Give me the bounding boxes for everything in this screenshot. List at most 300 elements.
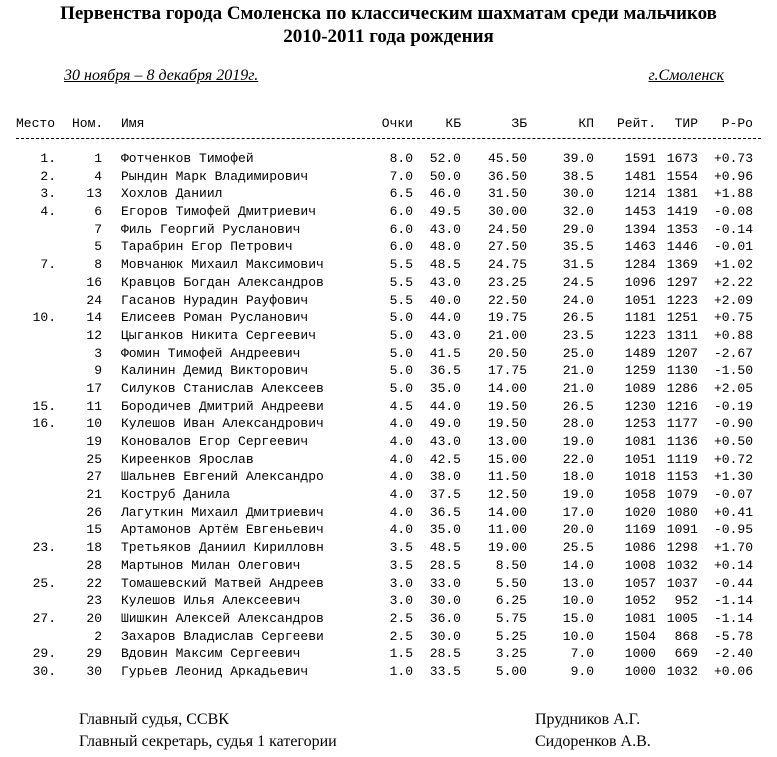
cell-rating: 1096 [624, 274, 656, 290]
cell-zb: 14.00 [487, 380, 527, 396]
col-header-rating: Рейт. [616, 116, 656, 131]
cell-kb: 49.5 [429, 204, 461, 220]
cell-kp: 31.5 [562, 257, 594, 273]
cell-kb: 35.0 [429, 522, 461, 538]
table-row [0, 592, 777, 610]
cell-kp: 21.0 [562, 380, 594, 396]
cell-place: 27. [32, 610, 56, 626]
cell-zb: 19.75 [487, 310, 527, 326]
cell-tir: 1119 [666, 451, 698, 467]
cell-kp: 23.5 [562, 327, 594, 343]
cell-rating-change: -0.01 [713, 239, 753, 255]
cell-points: 4.0 [389, 451, 413, 467]
cell-name: Силуков Станислав Алексеев [121, 380, 324, 396]
cell-kp: 19.0 [562, 487, 594, 503]
cell-rating: 1081 [624, 434, 656, 449]
cell-rating-change: +0.96 [713, 168, 753, 184]
cell-number: 12 [86, 327, 102, 343]
cell-number: 28 [86, 557, 102, 573]
cell-tir: 1554 [666, 168, 698, 184]
cell-name: Елисеев Роман Русланович [121, 310, 309, 326]
cell-rating: 1020 [624, 504, 656, 520]
cell-number: 25 [86, 451, 102, 467]
table-row [0, 292, 777, 310]
cell-number: 30 [86, 663, 102, 679]
cell-zb: 14.00 [487, 504, 527, 520]
cell-points: 5.5 [389, 292, 413, 308]
table-row [0, 238, 777, 256]
cell-name: Калинин Демид Викторович [121, 363, 309, 379]
cell-rating: 1463 [624, 239, 656, 255]
table-row [0, 557, 777, 575]
cell-kp: 10.0 [562, 628, 594, 644]
cell-zb: 22.50 [487, 292, 527, 308]
cell-name: Томашевский Матвей Андреев [121, 575, 324, 591]
cell-points: 2.5 [389, 628, 413, 644]
table-row [0, 415, 777, 433]
cell-rating: 1230 [624, 398, 656, 414]
cell-name: Кравцов Богдан Александров [121, 274, 324, 290]
table-row [0, 575, 777, 593]
cell-rating-change: -1.50 [713, 363, 753, 379]
cell-zb: 13.00 [487, 434, 527, 449]
cell-name: Тарабрин Егор Петрович [121, 239, 293, 255]
cell-number: 22 [86, 575, 102, 591]
cell-number: 9 [94, 363, 102, 379]
cell-tir: 1353 [666, 221, 698, 237]
cell-kp: 21.0 [562, 363, 594, 379]
cell-number: 19 [86, 434, 102, 449]
cell-tir: 1381 [666, 186, 698, 202]
cell-name: Кулешов Иван Александрович [121, 416, 324, 432]
table-row [0, 663, 777, 681]
cell-number: 10 [86, 416, 102, 432]
cell-name: Бородичев Дмитрий Андрееви [121, 398, 324, 414]
cell-rating-change: +0.73 [713, 151, 753, 166]
cell-points: 7.0 [389, 168, 413, 184]
cell-name: Фомин Тимофей Андреевич [121, 345, 301, 361]
cell-kb: 42.5 [429, 451, 461, 467]
cell-kb: 44.0 [429, 398, 461, 414]
cell-points: 5.0 [389, 327, 413, 343]
cell-zb: 5.00 [495, 663, 527, 679]
cell-rating: 1058 [624, 487, 656, 503]
cell-rating: 1008 [624, 557, 656, 573]
cell-rating-change: +1.02 [713, 257, 753, 273]
cell-points: 5.5 [389, 274, 413, 290]
cell-rating: 1051 [624, 451, 656, 467]
cell-kb: 43.0 [429, 274, 461, 290]
cell-kb: 36.5 [429, 363, 461, 379]
cell-rating: 1018 [624, 469, 656, 485]
cell-name: Хохлов Даниил [121, 186, 223, 202]
cell-tir: 1251 [666, 310, 698, 326]
cell-number: 1 [94, 151, 102, 166]
cell-kb: 40.0 [429, 292, 461, 308]
cell-name: Коструб Данила [121, 487, 231, 503]
cell-tir: 1037 [666, 575, 698, 591]
cell-name: Гурьев Леонид Аркадьевич [121, 663, 309, 679]
tournament-dates: 30 ноября – 8 декабря 2019г. [64, 67, 259, 84]
cell-points: 1.0 [389, 663, 413, 679]
table-row [0, 274, 777, 292]
table-row [0, 504, 777, 522]
cell-tir: 1207 [666, 345, 698, 361]
cell-kb: 30.0 [429, 593, 461, 609]
cell-rating: 1086 [624, 540, 656, 556]
cell-zb: 6.25 [495, 593, 527, 609]
cell-rating: 1181 [624, 310, 656, 326]
table-row [0, 221, 777, 239]
cell-kb: 44.0 [429, 310, 461, 326]
cell-rating-change: +1.88 [713, 186, 753, 202]
cell-kp: 30.0 [562, 186, 594, 202]
cell-kp: 20.0 [562, 522, 594, 538]
cell-place: 25. [32, 575, 56, 591]
cell-tir: 1369 [666, 257, 698, 273]
cell-tir: 1311 [666, 327, 698, 343]
cell-rating: 1214 [624, 186, 656, 202]
col-header-points: Очки [381, 116, 413, 131]
cell-tir: 1032 [666, 663, 698, 679]
cell-zb: 8.50 [495, 557, 527, 573]
cell-rating: 1591 [624, 151, 656, 166]
cell-number: 3 [94, 345, 102, 361]
cell-place: 1. [40, 151, 56, 166]
cell-rating-change: +0.88 [713, 327, 753, 343]
table-row [0, 168, 777, 186]
cell-kp: 7.0 [570, 646, 594, 662]
standings-table [0, 150, 777, 681]
cell-rating: 1057 [624, 575, 656, 591]
cell-kb: 43.0 [429, 221, 461, 237]
tournament-city: г.Смоленск [648, 67, 724, 84]
cell-zb: 19.50 [487, 416, 527, 432]
cell-name: Киреенков Ярослав [121, 451, 254, 467]
cell-name: Кулешов Илья Алексеевич [121, 593, 301, 609]
cell-points: 3.5 [389, 540, 413, 556]
cell-number: 5 [94, 239, 102, 255]
cell-number: 14 [86, 310, 102, 326]
table-row [0, 256, 777, 274]
col-header-name: Имя [121, 116, 145, 131]
cell-kb: 38.0 [429, 469, 461, 485]
cell-zb: 27.50 [487, 239, 527, 255]
header-divider [16, 138, 761, 139]
cell-number: 4 [94, 168, 102, 184]
cell-points: 3.0 [389, 575, 413, 591]
cell-place: 7. [40, 257, 56, 273]
table-row [0, 380, 777, 398]
cell-kb: 43.0 [429, 434, 461, 449]
cell-points: 5.0 [389, 363, 413, 379]
cell-tir: 952 [674, 593, 698, 609]
cell-zb: 24.75 [487, 257, 527, 273]
cell-name: Рындин Марк Владимирович [121, 168, 309, 184]
cell-rating: 1051 [624, 292, 656, 308]
cell-name: Вдовин Максим Сергеевич [121, 646, 301, 662]
cell-number: 23 [86, 593, 102, 609]
cell-name: Шальнев Евгений Александро [121, 469, 324, 485]
cell-name: Третьяков Даниил Кирилловн [121, 540, 324, 556]
table-row [0, 433, 777, 451]
cell-kp: 14.0 [562, 557, 594, 573]
cell-tir: 1005 [666, 610, 698, 626]
col-header-zb: ЗБ [511, 116, 527, 131]
col-header-place: Место [16, 116, 56, 131]
cell-zb: 31.50 [487, 186, 527, 202]
cell-points: 3.0 [389, 593, 413, 609]
cell-points: 4.0 [389, 416, 413, 432]
cell-zb: 5.50 [495, 575, 527, 591]
cell-rating: 1489 [624, 345, 656, 361]
table-row [0, 610, 777, 628]
cell-place: 30. [32, 663, 56, 679]
cell-place: 2. [40, 168, 56, 184]
cell-points: 1.5 [389, 646, 413, 662]
cell-points: 3.5 [389, 557, 413, 573]
cell-number: 29 [86, 646, 102, 662]
col-header-number: Ном. [72, 116, 104, 131]
cell-kb: 30.0 [429, 628, 461, 644]
cell-tir: 1286 [666, 380, 698, 396]
cell-kb: 49.0 [429, 416, 461, 432]
cell-kb: 33.5 [429, 663, 461, 679]
cell-number: 11 [86, 398, 102, 414]
table-row [0, 645, 777, 663]
col-header-kb: КБ [445, 116, 461, 131]
table-row [0, 539, 777, 557]
cell-rating-change: -2.67 [713, 345, 753, 361]
cell-zb: 3.25 [495, 646, 527, 662]
cell-rating-change: -0.14 [713, 221, 753, 237]
cell-points: 2.5 [389, 610, 413, 626]
cell-points: 5.0 [389, 380, 413, 396]
cell-zb: 24.50 [487, 221, 527, 237]
cell-number: 21 [86, 487, 102, 503]
table-row [0, 398, 777, 416]
cell-rating-change: -1.14 [713, 593, 753, 609]
cell-tir: 1080 [666, 504, 698, 520]
cell-tir: 1446 [666, 239, 698, 255]
cell-kp: 25.0 [562, 345, 594, 361]
cell-rating: 1394 [624, 221, 656, 237]
cell-rating-change: -0.44 [713, 575, 753, 591]
table-row [0, 203, 777, 221]
cell-number: 26 [86, 504, 102, 520]
cell-zb: 19.50 [487, 398, 527, 414]
cell-name: Филь Георгий Русланович [121, 221, 301, 237]
table-row [0, 345, 777, 363]
cell-points: 4.0 [389, 434, 413, 449]
table-row [0, 309, 777, 327]
cell-number: 8 [94, 257, 102, 273]
cell-place: 23. [32, 540, 56, 556]
cell-kp: 15.0 [562, 610, 594, 626]
cell-kp: 18.0 [562, 469, 594, 485]
table-row [0, 362, 777, 380]
chief-judge-label: Главный судья, ССВК [79, 711, 229, 728]
col-header-kp: КП [578, 116, 594, 131]
cell-points: 5.0 [389, 345, 413, 361]
cell-rating-change: -0.90 [713, 416, 753, 432]
cell-place: 3. [40, 186, 56, 202]
cell-tir: 1079 [666, 487, 698, 503]
cell-zb: 30.00 [487, 204, 527, 220]
cell-tir: 1177 [666, 416, 698, 432]
cell-points: 4.5 [389, 398, 413, 414]
cell-points: 8.0 [389, 151, 413, 166]
table-header [0, 116, 777, 132]
cell-zb: 15.00 [487, 451, 527, 467]
cell-points: 5.0 [389, 310, 413, 326]
cell-kp: 24.0 [562, 292, 594, 308]
cell-kp: 35.5 [562, 239, 594, 255]
cell-tir: 1297 [666, 274, 698, 290]
cell-name: Цыганков Никита Сергеевич [121, 327, 317, 343]
cell-points: 6.5 [389, 186, 413, 202]
cell-kp: 32.0 [562, 204, 594, 220]
cell-kp: 26.5 [562, 398, 594, 414]
cell-kb: 37.5 [429, 487, 461, 503]
table-row [0, 150, 777, 168]
cell-number: 15 [86, 522, 102, 538]
cell-tir: 1153 [666, 469, 698, 485]
cell-kp: 24.5 [562, 274, 594, 290]
cell-rating: 1223 [624, 327, 656, 343]
cell-zb: 21.00 [487, 327, 527, 343]
cell-kp: 10.0 [562, 593, 594, 609]
cell-points: 6.0 [389, 221, 413, 237]
cell-rating-change: +1.30 [713, 469, 753, 485]
cell-rating-change: -1.14 [713, 610, 753, 626]
cell-name: Шишкин Алексей Александров [121, 610, 324, 626]
cell-kb: 48.0 [429, 239, 461, 255]
cell-tir: 1673 [666, 151, 698, 166]
cell-place: 10. [32, 310, 56, 326]
cell-kp: 22.0 [562, 451, 594, 467]
cell-zb: 23.25 [487, 274, 527, 290]
cell-kb: 50.0 [429, 168, 461, 184]
cell-kb: 43.0 [429, 327, 461, 343]
cell-kp: 28.0 [562, 416, 594, 432]
cell-zb: 19.00 [487, 540, 527, 556]
cell-points: 4.0 [389, 469, 413, 485]
cell-rating: 1259 [624, 363, 656, 379]
cell-zb: 45.50 [487, 151, 527, 166]
cell-place: 15. [32, 398, 56, 414]
cell-rating: 1052 [624, 593, 656, 609]
cell-rating: 1169 [624, 522, 656, 538]
cell-rating: 1253 [624, 416, 656, 432]
cell-tir: 1136 [666, 434, 698, 449]
cell-number: 18 [86, 540, 102, 556]
cell-zb: 11.00 [487, 522, 527, 538]
table-row [0, 451, 777, 469]
cell-kb: 28.5 [429, 646, 461, 662]
page-subtitle: 2010-2011 года рождения [283, 26, 494, 47]
cell-rating-change: -0.19 [713, 398, 753, 414]
cell-kb: 46.0 [429, 186, 461, 202]
secretary-name: Сидоренков А.В. [535, 733, 651, 750]
cell-number: 24 [86, 292, 102, 308]
cell-number: 13 [86, 186, 102, 202]
cell-name: Артамонов Артём Евгеньевич [121, 522, 324, 538]
cell-points: 4.0 [389, 522, 413, 538]
table-row [0, 486, 777, 504]
cell-number: 20 [86, 610, 102, 626]
cell-rating: 1481 [624, 168, 656, 184]
cell-kp: 9.0 [570, 663, 594, 679]
cell-kb: 33.0 [429, 575, 461, 591]
cell-zb: 12.50 [487, 487, 527, 503]
cell-kp: 13.0 [562, 575, 594, 591]
col-header-rating-change: Р-Ро [721, 116, 753, 131]
cell-rating-change: +1.70 [713, 540, 753, 556]
cell-rating-change: -5.78 [713, 628, 753, 644]
cell-place: 29. [32, 646, 56, 662]
cell-name: Лагуткин Михаил Дмитриевич [121, 504, 324, 520]
cell-zb: 5.25 [495, 628, 527, 644]
cell-kb: 48.5 [429, 540, 461, 556]
cell-kp: 26.5 [562, 310, 594, 326]
cell-rating: 1284 [624, 257, 656, 273]
page-title: Первенства города Смоленска по классическим шахматам среди мальчиков [60, 3, 717, 24]
cell-points: 5.5 [389, 257, 413, 273]
cell-tir: 1032 [666, 557, 698, 573]
cell-place: 4. [40, 204, 56, 220]
cell-name: Гасанов Нурадин Рауфович [121, 292, 309, 308]
cell-zb: 11.50 [487, 469, 527, 485]
cell-name: Захаров Владислав Сергееви [121, 628, 324, 644]
cell-tir: 1298 [666, 540, 698, 556]
cell-rating: 1089 [624, 380, 656, 396]
chief-judge-name: Прудников А.Г. [535, 711, 641, 728]
cell-rating-change: -0.95 [713, 522, 753, 538]
cell-rating-change: +0.75 [713, 310, 753, 326]
cell-tir: 1216 [666, 398, 698, 414]
cell-number: 17 [86, 380, 102, 396]
cell-rating: 1504 [624, 628, 656, 644]
cell-kb: 36.0 [429, 610, 461, 626]
cell-number: 2 [94, 628, 102, 644]
cell-rating: 1000 [624, 663, 656, 679]
cell-rating-change: -2.40 [713, 646, 753, 662]
cell-rating-change: +0.14 [713, 557, 753, 573]
cell-points: 6.0 [389, 239, 413, 255]
cell-rating-change: +0.72 [713, 451, 753, 467]
cell-name: Коновалов Егор Сергеевич [121, 434, 309, 449]
cell-tir: 868 [674, 628, 698, 644]
cell-name: Фотченков Тимофей [121, 151, 254, 166]
cell-rating-change: +2.05 [713, 380, 753, 396]
cell-rating-change: +2.09 [713, 292, 753, 308]
cell-kb: 36.5 [429, 504, 461, 520]
cell-kp: 29.0 [562, 221, 594, 237]
secretary-label: Главный секретарь, судья 1 категории [79, 733, 337, 750]
cell-number: 7 [94, 221, 102, 237]
cell-points: 4.0 [389, 504, 413, 520]
cell-number: 16 [86, 274, 102, 290]
cell-zb: 17.75 [487, 363, 527, 379]
cell-zb: 36.50 [487, 168, 527, 184]
cell-rating: 1081 [624, 610, 656, 626]
cell-kb: 35.0 [429, 380, 461, 396]
cell-name: Мовчанюк Михаил Максимович [121, 257, 324, 273]
cell-name: Егоров Тимофей Дмитриевич [121, 204, 317, 220]
cell-rating: 1453 [624, 204, 656, 220]
cell-rating-change: -0.08 [713, 204, 753, 220]
